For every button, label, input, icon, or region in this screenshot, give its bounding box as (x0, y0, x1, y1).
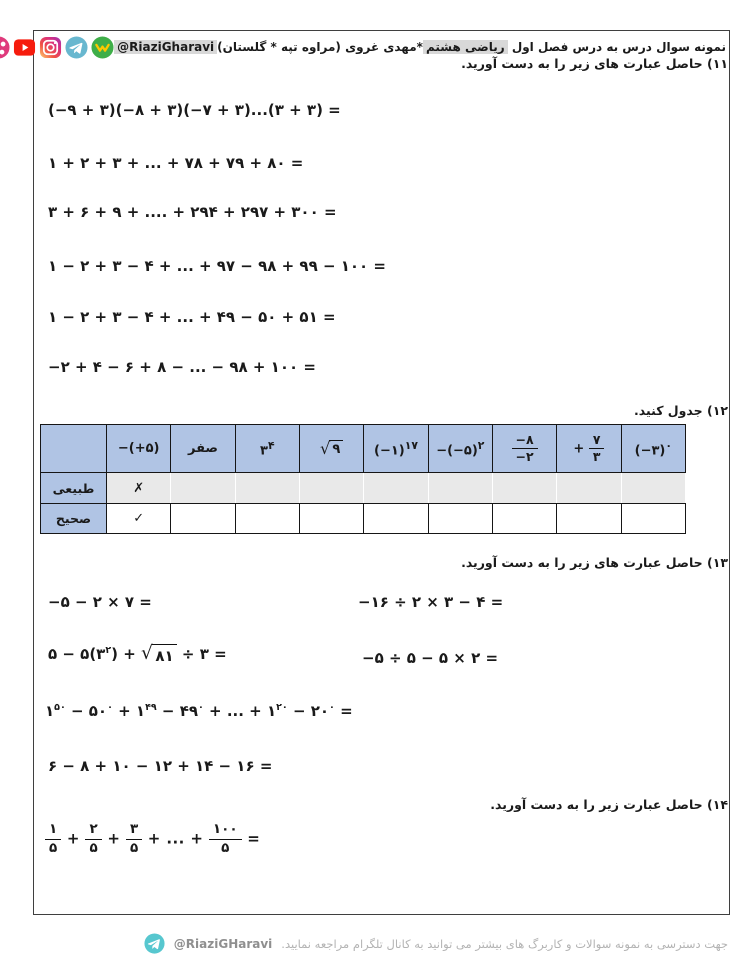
empty-cell (557, 504, 621, 534)
title-highlight: ریاضی هشتم (423, 40, 508, 54)
q13-expression-5: $۱^{۵۰}$ − $۵۰^۰$ + $۱^{۴۹}$ − $۴۹^۰$ + ... + $۱^{۲۰}$ − $۲۰^۰$ = (45, 702, 353, 720)
q12-table (40, 424, 686, 534)
q11-expression-1: (−۹ + ۳)(−۸ + ۳)(−۷ + ۳)...(۳ + ۳) = (48, 101, 341, 119)
q13-expression-1: −۵ − ۲ × ۷ = (48, 593, 152, 611)
telegram-icon[interactable] (144, 933, 165, 954)
integer-mark-cell: ✓ (107, 504, 171, 534)
q13-label: ۱۳) حاصل عبارت های زیر را به دست آورید. (461, 555, 728, 570)
channel-handle: @RiaziGharavi (114, 40, 217, 54)
col-header-neg1pow17: (−۱)$^{۱۷}$ (364, 425, 428, 473)
footer (144, 933, 728, 954)
q11-expression-4: ۱ − ۲ + ۳ − ۴ + ... + ۹۷ − ۹۸ + ۹۹ − ۱۰۰ = (48, 257, 387, 275)
natural-mark-cell: ✗ (107, 473, 171, 504)
empty-cell (428, 504, 492, 534)
youtube-icon[interactable] (13, 36, 36, 59)
empty-cell (364, 473, 428, 504)
empty-cell (171, 504, 235, 534)
empty-cell (621, 504, 685, 534)
q11-label: ۱۱) حاصل عبارت های زیر را به دست آورید. (461, 56, 728, 71)
corner-cell (41, 425, 107, 473)
empty-cell (492, 473, 556, 504)
empty-cell (621, 473, 685, 504)
col-header-3pow4: $۳^۴$ (235, 425, 299, 473)
empty-cell (557, 473, 621, 504)
empty-cell (299, 473, 363, 504)
q11-expression-3: ۳ + ۶ + ۹ + .... + ۲۹۴ + ۲۹۷ + ۳۰۰ = (48, 203, 337, 221)
header-separator: * (416, 40, 423, 54)
empty-cell (235, 473, 299, 504)
col-header-frac-neg8-neg2: $\frac{-۸}{-۲}$ (492, 425, 556, 473)
q14-expression: $\frac{۱}{۵}$ + $\frac{۲}{۵}$ + $\frac{۳}{۵}$ + ... + $\frac{۱۰۰}{۵}$ = (45, 822, 260, 856)
empty-cell (299, 504, 363, 534)
empty-cell (171, 473, 235, 504)
q13-expression-2: −۱۶ ÷ ۲ × ۳ − ۴ = (358, 593, 504, 611)
empty-cell (364, 504, 428, 534)
q13-expression-4: −۵ ÷ ۵ − ۵ × ۲ = (362, 649, 499, 667)
q13-expression-3: ۵ − $۵(۳^۲)$ + √ ۸۱ ÷ ۳ = (48, 643, 227, 665)
aparat-icon[interactable] (0, 36, 10, 59)
q12-label: ۱۲) جدول کنید. (634, 403, 728, 418)
integer-row (41, 504, 686, 534)
col-header-sqrt9: √ ۹ (299, 425, 363, 473)
author-name: مهدی غروی (مراوه تپه * گلستان) (217, 40, 417, 54)
natural-row (41, 473, 686, 504)
footer-note: جهت دسترسی به نمونه سوالات و کاربرگ های بیشتر می توانید به کانال تلگرام مراجعه نمایید. (281, 936, 728, 951)
q11-expression-2: ۱ + ۲ + ۳ + ... + ۷۸ + ۷۹ + ۸۰ = (48, 154, 304, 172)
col-header-neg-plus5: −(+۵) (107, 425, 171, 473)
row-label-natural: طبیعی (41, 473, 107, 504)
q13-expression-6: ۶ − ۸ + ۱۰ − ۱۲ + ۱۴ − ۱۶ = (48, 757, 273, 775)
empty-cell (235, 504, 299, 534)
table-header-row (41, 425, 686, 473)
q11-expression-5: ۱ − ۲ + ۳ − ۴ + ... + ۴۹ − ۵۰ + ۵۱ = (48, 308, 336, 326)
col-header-zero: صفر (171, 425, 235, 473)
q14-label: ۱۴) حاصل عبارت زیر را به دست آورید. (490, 797, 728, 812)
page-title: نمونه سوال درس به درس فصل اول ریاضی هشتم (423, 40, 726, 54)
q11-expression-6: −۲ + ۴ − ۶ + ۸ − ... − ۹۸ + ۱۰۰ = (48, 358, 316, 376)
empty-cell (428, 473, 492, 504)
empty-cell (492, 504, 556, 534)
row-label-integer: صحیح (41, 504, 107, 534)
footer-handle: @RiaziGHaravi (173, 936, 273, 951)
col-header-plus-frac7-3: + $\frac{۷}{۳}$ (557, 425, 621, 473)
col-header-neg3pow0: (−۳)$^۰$ (621, 425, 685, 473)
col-header-neg-neg5pow2: −(−۵)$^۲$ (428, 425, 492, 473)
